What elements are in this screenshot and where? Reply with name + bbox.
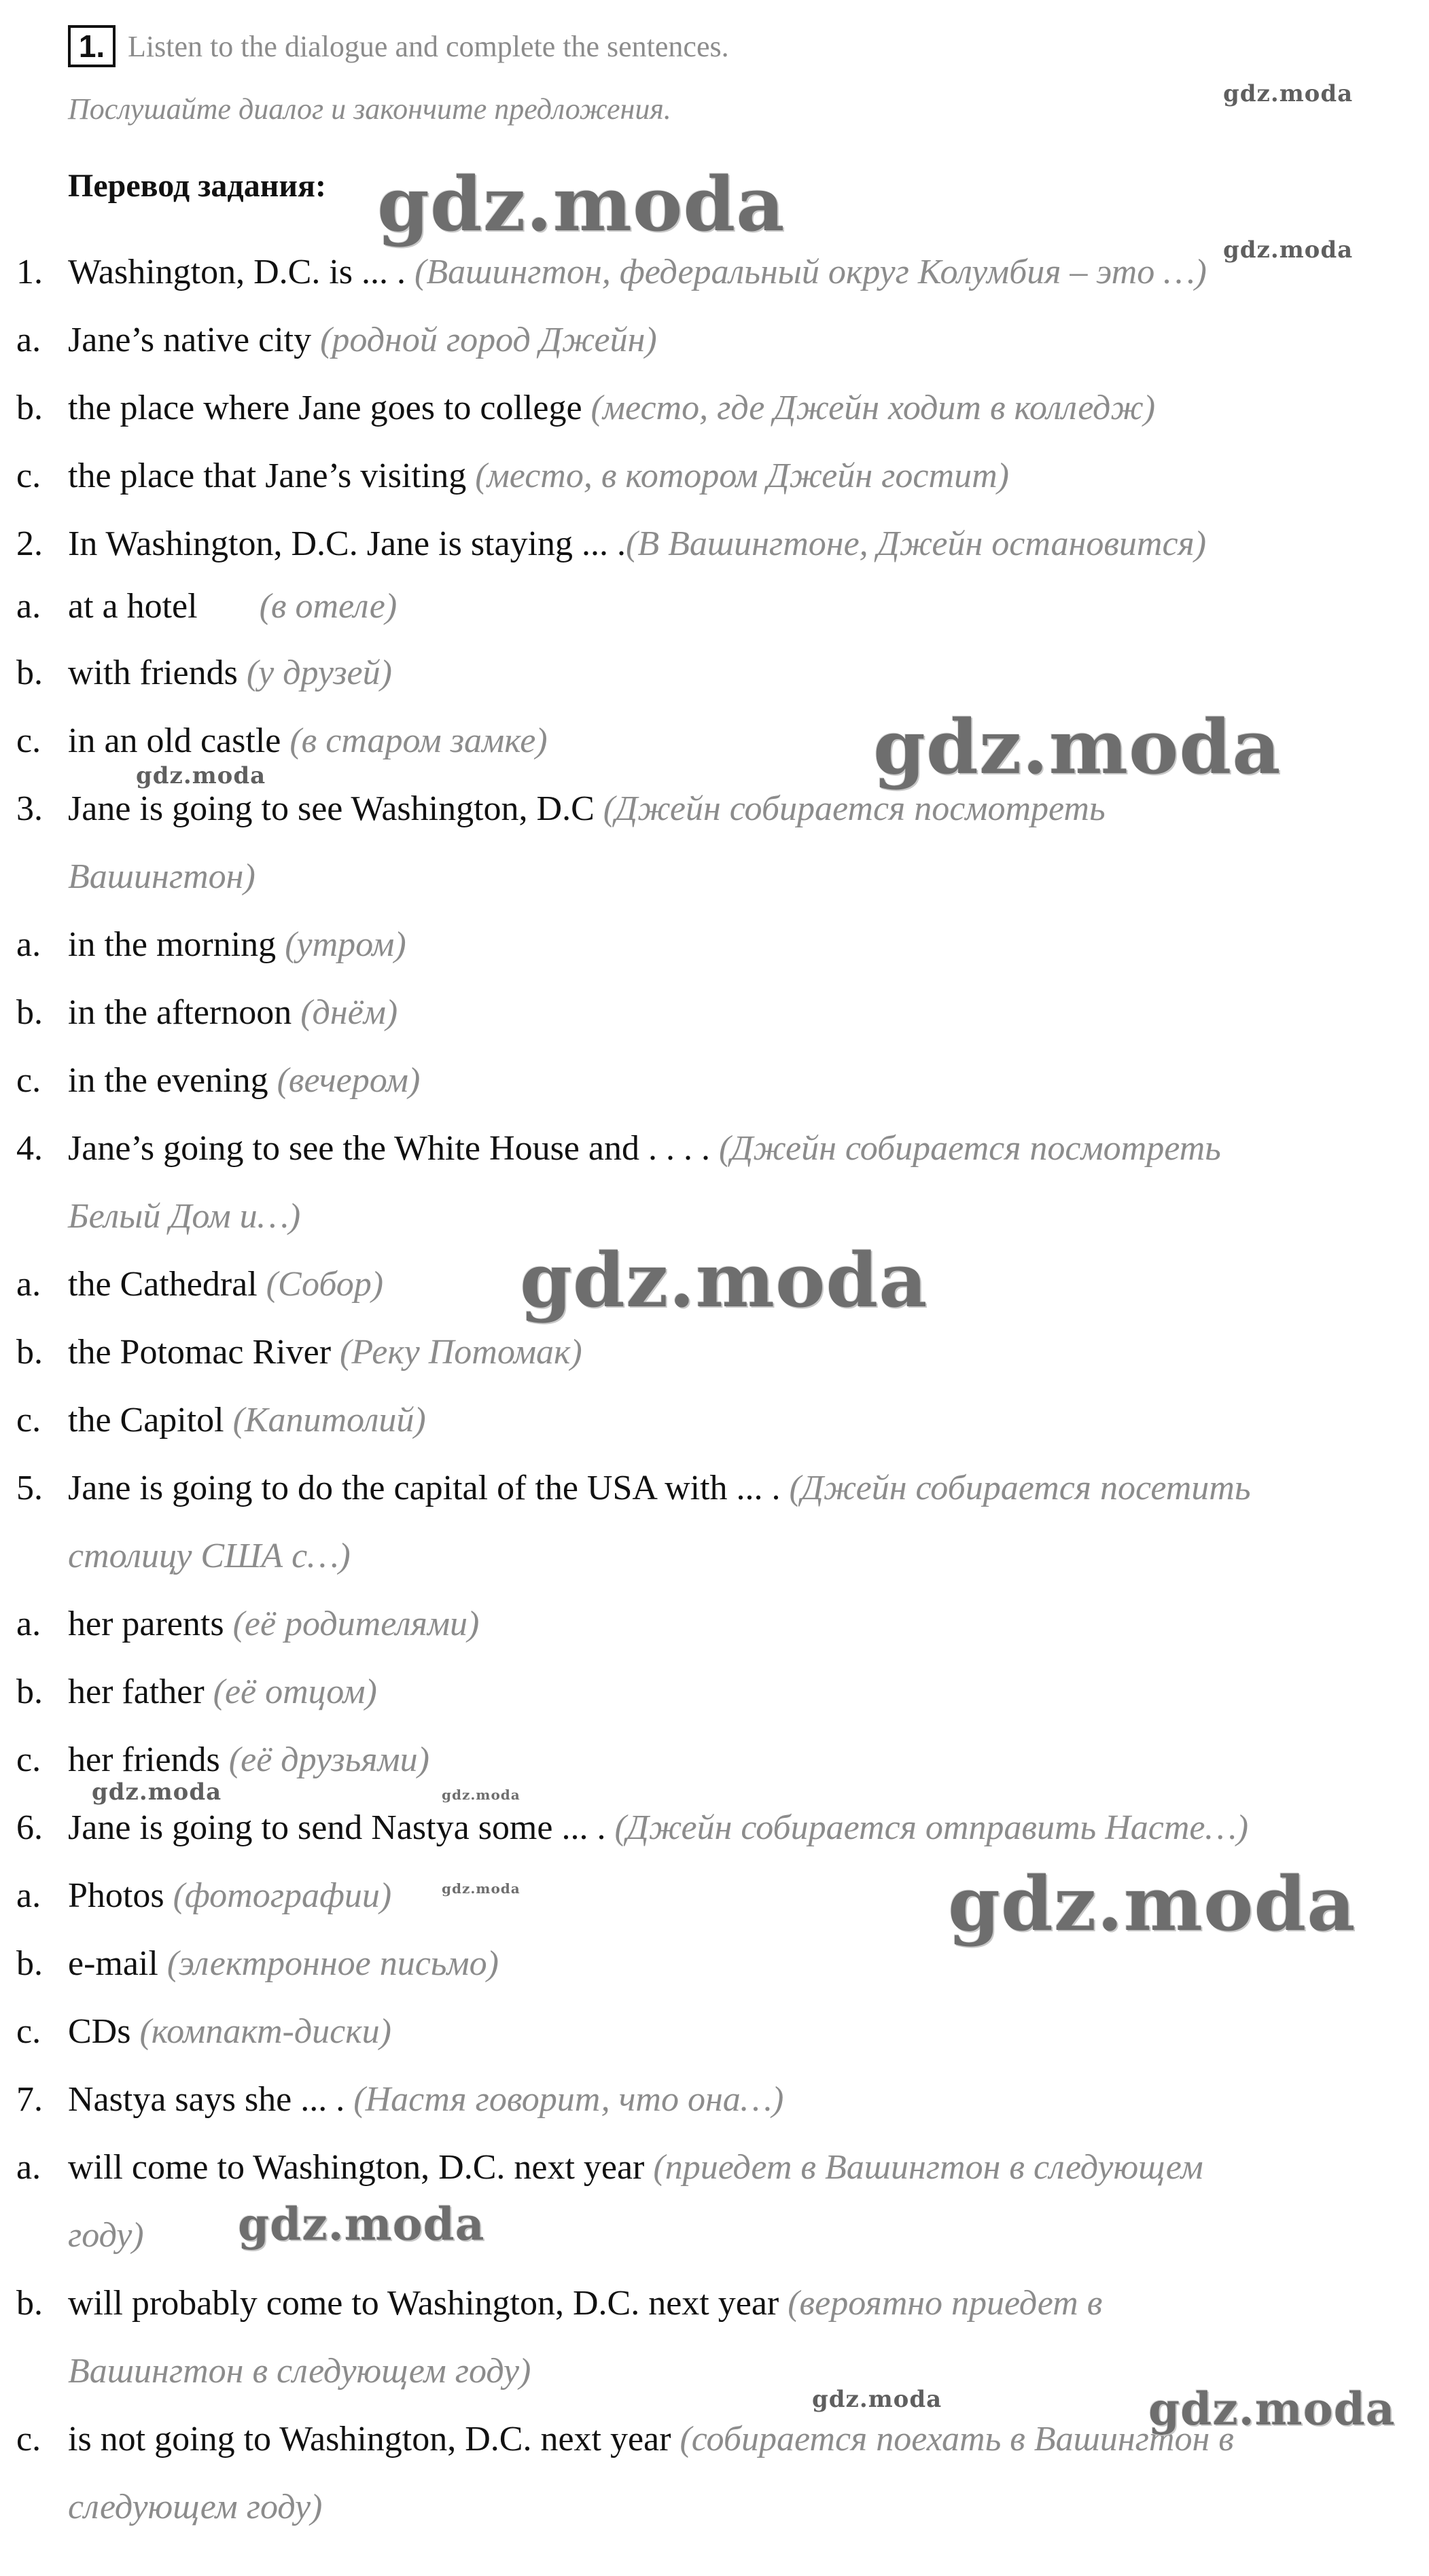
item-label: c. xyxy=(16,457,41,495)
russian-translation-continued: Вашингтон в следующем году) xyxy=(68,2352,531,2391)
russian-translation: (в отеле) xyxy=(259,587,398,626)
english-text: will probably come to Washington, D.C. next year xyxy=(68,2284,779,2323)
watermark: gdz.moda xyxy=(1223,236,1354,264)
russian-translation-continued: Белый Дом и…) xyxy=(68,1197,301,1236)
item-label: b. xyxy=(16,1944,43,1983)
russian-translation: (В Вашингтоне, Джейн остановится) xyxy=(626,524,1207,563)
english-text: Nastya says she ... . xyxy=(68,2080,345,2119)
russian-translation: (её родителями) xyxy=(232,1605,480,1643)
item-label: 1. xyxy=(16,253,43,291)
item-label: b. xyxy=(16,389,43,427)
english-text: with friends xyxy=(68,654,238,692)
russian-translation: (Вашингтон, федеральный округ Колумбия – это …) xyxy=(414,253,1207,291)
item-label: a. xyxy=(16,2148,41,2187)
item-label: 7. xyxy=(16,2080,43,2119)
english-text: e-mail xyxy=(68,1944,158,1983)
russian-translation: (Джейн собирается посмотреть xyxy=(603,789,1106,828)
watermark: gdz.moda xyxy=(377,160,786,248)
item-label: 3. xyxy=(16,789,43,828)
item-label: a. xyxy=(16,1265,41,1304)
watermark: gdz.moda xyxy=(948,1860,1356,1948)
english-text: the Capitol xyxy=(68,1401,224,1439)
watermark: gdz.moda xyxy=(136,762,266,789)
russian-translation: (собирается поехать в Вашингтон в xyxy=(680,2420,1234,2458)
english-text: her parents xyxy=(68,1605,224,1643)
english-text: the place that Jane’s visiting xyxy=(68,457,467,495)
english-text: will come to Washington, D.C. next year xyxy=(68,2148,645,2187)
english-text: Jane’s going to see the White House and . . . . xyxy=(68,1129,710,1168)
item-label: 2. xyxy=(16,524,43,563)
english-text: her father xyxy=(68,1672,205,1711)
item-label: b. xyxy=(16,2284,43,2323)
english-text: in the afternoon xyxy=(68,993,292,1032)
russian-translation-continued: столицу США с…) xyxy=(68,1537,351,1575)
task-header xyxy=(68,26,729,67)
watermark: gdz.moda xyxy=(520,1236,928,1324)
watermark: gdz.moda xyxy=(442,1880,521,1897)
russian-translation-continued: Вашингтон) xyxy=(68,857,255,896)
item-label: b. xyxy=(16,1333,43,1372)
item-label: c. xyxy=(16,2420,41,2458)
watermark: gdz.moda xyxy=(1148,2382,1396,2435)
task-instruction-ru: Послушайте диалог и закончите предложения. xyxy=(68,92,671,126)
russian-translation: (вероятно приедет в xyxy=(788,2284,1103,2323)
item-label: c. xyxy=(16,721,41,760)
russian-translation: (её отцом) xyxy=(213,1672,377,1711)
russian-translation-continued: году) xyxy=(68,2216,144,2255)
watermark: gdz.moda xyxy=(92,1778,222,1806)
watermark: gdz.moda xyxy=(812,2386,942,2413)
russian-translation: (днём) xyxy=(300,993,398,1032)
russian-translation: (приедет в Вашингтон в следующем xyxy=(653,2148,1203,2187)
russian-translation: (Джейн собирается отправить Насте…) xyxy=(614,1808,1249,1847)
english-text: in the evening xyxy=(68,1061,268,1100)
english-text: CDs xyxy=(68,2012,131,2051)
task-instruction-en: Listen to the dialogue and complete the sentences. xyxy=(128,29,729,63)
russian-translation: (утром) xyxy=(285,925,406,964)
russian-translation: (в старом замке) xyxy=(289,721,548,760)
russian-translation-continued: следующем году) xyxy=(68,2488,323,2526)
russian-translation: (место, в котором Джейн гостит) xyxy=(475,457,1009,495)
russian-translation: (родной город Джейн) xyxy=(320,321,657,359)
english-text: In Washington, D.C. Jane is staying ... . xyxy=(68,524,627,563)
item-label: a. xyxy=(16,1876,41,1915)
russian-translation: (электронное письмо) xyxy=(166,1944,499,1983)
english-text: Jane’s native city xyxy=(68,321,312,359)
russian-translation: (Реку Потомак) xyxy=(340,1333,582,1372)
russian-translation: (Капитолий) xyxy=(232,1401,426,1439)
english-text: Washington, D.C. is ... . xyxy=(68,253,406,291)
english-text: in the morning xyxy=(68,925,277,964)
item-label: b. xyxy=(16,1672,43,1711)
item-label: 6. xyxy=(16,1808,43,1847)
english-text: the place where Jane goes to college xyxy=(68,389,582,427)
russian-translation: (Настя говорит, что она…) xyxy=(353,2080,784,2119)
item-label: c. xyxy=(16,1061,41,1100)
english-text: the Potomac River xyxy=(68,1333,332,1372)
english-text: Jane is going to do the capital of the USA with ... . xyxy=(68,1469,781,1507)
english-text: at a hotel xyxy=(68,587,198,626)
item-label: a. xyxy=(16,321,41,359)
russian-translation: (фотографии) xyxy=(173,1876,392,1915)
item-label: c. xyxy=(16,2012,41,2051)
item-label: a. xyxy=(16,587,41,626)
english-text: Photos xyxy=(68,1876,164,1915)
watermark: gdz.moda xyxy=(1223,80,1354,107)
item-label: c. xyxy=(16,1740,41,1779)
watermark: gdz.moda xyxy=(442,1787,521,1803)
english-text: the Cathedral xyxy=(68,1265,258,1304)
russian-translation: (у друзей) xyxy=(246,654,392,692)
watermark: gdz.moda xyxy=(238,2198,485,2251)
task-number-box: 1. xyxy=(68,25,116,67)
english-text: her friends xyxy=(68,1740,220,1779)
english-text: is not going to Washington, D.C. next year xyxy=(68,2420,671,2458)
russian-translation: (Джейн собирается посетить xyxy=(789,1469,1251,1507)
russian-translation: (Джейн собирается посмотреть xyxy=(718,1129,1221,1168)
russian-translation: (место, где Джейн ходит в колледж) xyxy=(590,389,1156,427)
english-text: Jane is going to see Washington, D.C xyxy=(68,789,595,828)
item-label: a. xyxy=(16,925,41,964)
item-label: a. xyxy=(16,1605,41,1643)
item-label: b. xyxy=(16,993,43,1032)
russian-translation: (её друзьями) xyxy=(228,1740,429,1779)
item-label: 4. xyxy=(16,1129,43,1168)
russian-translation: (вечером) xyxy=(277,1061,421,1100)
english-text: in an old castle xyxy=(68,721,281,760)
russian-translation: (Собор) xyxy=(266,1265,384,1304)
english-text: Jane is going to send Nastya some ... . xyxy=(68,1808,606,1847)
item-label: 5. xyxy=(16,1469,43,1507)
russian-translation: (компакт-диски) xyxy=(139,2012,391,2051)
item-label: c. xyxy=(16,1401,41,1439)
watermark: gdz.moda xyxy=(873,703,1282,791)
item-label: b. xyxy=(16,654,43,692)
translation-title: Перевод задания: xyxy=(68,168,326,204)
